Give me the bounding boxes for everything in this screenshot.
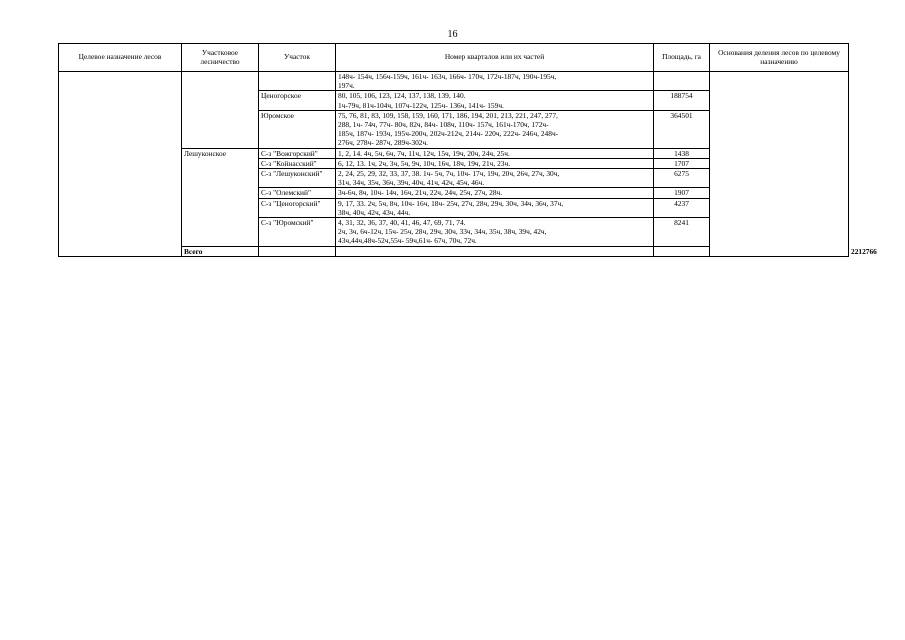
total-empty-cell — [654, 246, 710, 256]
section-cell: С-з "Вожгорский" — [259, 148, 336, 158]
quarters-line: 6, 12, 13. 1ч, 2ч, 3ч, 5ч, 9ч, 10ч, 16ч, 18ч, 19ч, 21ч, 23ч. — [338, 158, 511, 168]
table-row — [59, 72, 849, 91]
total-empty-cell — [259, 246, 336, 256]
basis-cell — [710, 72, 849, 257]
area-cell: 188754 — [654, 91, 710, 110]
forest-purpose-table — [58, 43, 877, 257]
quarters-cell — [336, 218, 654, 247]
header-district: Участковое лесничество — [182, 44, 259, 72]
section-cell: С-з "Койнасский" — [259, 158, 336, 168]
quarters-line: 148ч- 154ч, 156ч-159ч, 161ч- 163ч, 166ч- 170ч, 172ч-187ч, 190ч-195ч, — [338, 72, 557, 81]
quarters-cell — [336, 188, 654, 198]
section-cell: С-з "Ценогорский" — [259, 198, 336, 217]
area-cell: 364501 — [654, 110, 710, 148]
quarters-line: 3ч-6ч, 8ч, 10ч- 14ч, 16ч, 21ч, 22ч, 24ч, 25ч, 27ч, 28ч. — [338, 188, 503, 198]
quarters-cell — [336, 110, 654, 148]
quarters-line: 80, 105, 106, 123, 124, 137, 138, 139, 140. — [338, 91, 466, 101]
district-cell-leshukonskoe: Лешуконское — [182, 148, 259, 246]
area-cell: 1438 — [654, 148, 710, 158]
header-basis: Основания деления лесов по целевому назначению — [710, 44, 849, 72]
area-cell: 8241 — [654, 218, 710, 247]
quarters-cell — [336, 72, 654, 91]
table-total-row: Всего 2212766 — [59, 246, 849, 256]
quarters-cell — [336, 148, 654, 158]
quarters-line: 9, 17, 33. 2ч, 5ч, 8ч, 10ч- 16ч, 18ч- 25ч, 27ч, 28ч, 29ч, 30ч, 34ч, 36ч, 37ч, — [338, 198, 564, 208]
quarters-line: 197ч. — [338, 81, 355, 91]
quarters-line: 2, 24, 25, 29, 32, 33, 37, 38. 1ч- 5ч, 7ч, 10ч- 17ч, 19ч, 20ч, 26ч, 27ч, 30ч, — [338, 169, 560, 179]
purpose-cell — [59, 72, 182, 257]
area-cell: 1907 — [654, 188, 710, 198]
section-cell: С-з "Юромский" — [259, 218, 336, 247]
quarters-cell — [336, 91, 654, 110]
quarters-line: 4, 31, 32, 36, 37, 40, 41, 46, 47, 69, 71, 74. — [338, 218, 466, 228]
area-cell: 6275 — [654, 169, 710, 188]
quarters-line: 43ч,44ч,48ч-52ч,55ч- 59ч,61ч- 67ч, 70ч, 72ч. — [338, 236, 477, 246]
total-label: Всего — [182, 246, 259, 256]
quarters-line: 38ч, 40ч, 42ч, 43ч, 44ч. — [338, 207, 411, 217]
quarters-line: 2ч, 3ч, 6ч-12ч, 15ч- 25ч, 28ч, 29ч, 30ч, 33ч, 34ч, 35ч, 38ч, 39ч, 42ч, — [338, 227, 547, 237]
section-cell: Юромское — [259, 110, 336, 148]
header-section: Участок — [259, 44, 336, 72]
area-cell — [654, 72, 710, 91]
district-cell-previous — [182, 72, 259, 149]
header-quarters: Номер кварталов или их частей — [336, 44, 654, 72]
section-cell — [259, 72, 336, 91]
table-header-row — [59, 44, 849, 72]
quarters-line: 288, 1ч- 74ч, 77ч- 80ч, 82ч, 84ч- 108ч, 110ч- 157ч, 161ч-170ч, 172ч- — [338, 120, 549, 130]
quarters-line: 1ч-79ч, 81ч-104ч, 107ч-122ч, 125ч- 136ч, 141ч- 159ч. — [338, 100, 504, 110]
header-area: Площадь, га — [654, 44, 710, 72]
total-empty-cell — [336, 246, 654, 256]
section-cell: С-з "Олемский" — [259, 188, 336, 198]
quarters-cell — [336, 169, 654, 188]
quarters-line: 1, 2, 14. 4ч, 5ч, 6ч, 7ч, 11ч, 12ч, 15ч, 19ч, 20ч, 24ч, 25ч. — [338, 148, 510, 158]
quarters-cell — [336, 198, 654, 217]
section-cell: Ценогорское — [259, 91, 336, 110]
quarters-line: 276ч, 278ч- 287ч, 289ч-302ч. — [338, 138, 429, 148]
area-cell: 4237 — [654, 198, 710, 217]
quarters-line: 31ч, 34ч, 35ч, 36ч, 39ч, 40ч, 41ч, 42ч, 45ч, 46ч. — [338, 178, 485, 188]
quarters-line: 185ч, 187ч- 193ч, 195ч-200ч, 202ч-212ч, 214ч- 220ч, 222ч- 246ч, 248ч- — [338, 129, 559, 139]
page-number: 16 — [447, 29, 458, 40]
quarters-cell — [336, 158, 654, 168]
section-cell: С-з "Лешуконский" — [259, 169, 336, 188]
header-purpose: Целевое назначение лесов — [59, 44, 182, 72]
quarters-line: 75, 76, 81, 83, 109, 158, 159, 160, 171, 186, 194, 201, 213, 221, 247, 277, — [338, 110, 558, 120]
area-cell: 1707 — [654, 158, 710, 168]
